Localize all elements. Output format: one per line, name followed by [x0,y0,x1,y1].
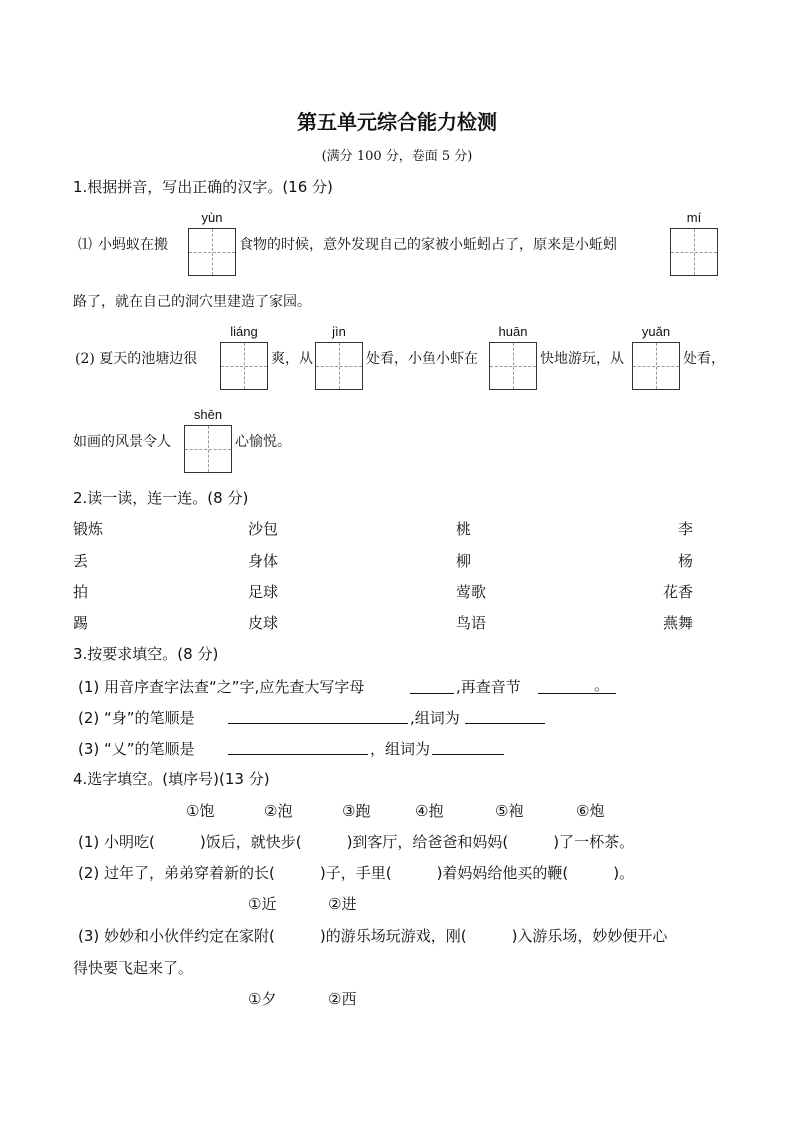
matching-word[interactable]: 皮球 [248,614,279,632]
q1-heading: 1.根据拼音，写出正确的汉字。(16 分) [73,178,333,196]
answer-blank[interactable] [228,722,408,724]
q1-line2: 路了，就在自己的洞穴里建造了家园。 [73,294,311,310]
option-choice: ①近 [248,895,277,913]
tian-grid-box[interactable] [188,228,236,276]
matching-word[interactable]: 杨 [678,552,694,570]
tian-grid-box[interactable] [632,342,680,390]
option-choice: ④抱 [415,802,444,820]
q3-line2-text: (2) “身”的笔顺是 [78,709,195,727]
answer-blank[interactable] [432,753,504,755]
option-choice: ⑤袍 [495,802,524,820]
tian-grid-box[interactable] [315,342,363,390]
answer-blank[interactable] [465,722,545,724]
q1-line4-seg2: 心愉悦。 [235,434,291,450]
matching-word[interactable]: 踢 [73,614,89,632]
matching-word[interactable]: 身体 [248,552,279,570]
q3-heading: 3.按要求填空。(8 分) [73,645,219,663]
q3-line3-text: (3) “乂”的笔顺是 [78,740,195,758]
q1-line1-num: ⑴ [78,237,92,253]
matching-word[interactable]: 锻炼 [73,520,104,538]
page-title: 第五单元综合能力检测 [297,110,497,134]
pinyin-label: liáng [230,324,258,339]
q4-heading: 4.选字填空。(填序号)(13 分) [73,770,270,788]
pinyin-label: yuǎn [641,324,671,339]
q4-sentence-3: (3) 妙妙和小伙伴约定在家附( )的游乐场玩游戏，刚( )入游乐场，妙妙便开心 [78,927,668,945]
pinyin-label: jìn [332,324,346,339]
matching-word[interactable]: 桃 [456,520,472,538]
tian-grid-box[interactable] [670,228,718,276]
answer-blank[interactable] [228,753,368,755]
option-choice: ①饱 [186,802,215,820]
q1-line1-seg1: 小蚂蚁在搬 [98,237,168,253]
q1-line3-seg3: 处看，小鱼小虾在 [366,351,478,367]
pinyin-label: shēn [193,407,223,422]
option-choice: ①夕 [248,990,277,1008]
q1-line1-seg2: 食物的时候，意外发现自己的家被小蚯蚓占了，原来是小蚯蚓 [239,237,617,253]
option-choice: ②泡 [264,802,293,820]
pinyin-label: huān [498,324,528,339]
tian-grid-box[interactable] [184,425,232,473]
matching-word[interactable]: 丢 [73,552,89,570]
pinyin-label: yùn [201,210,223,225]
page-subtitle: (满分 100 分，卷面 5 分) [321,149,473,164]
matching-word[interactable]: 拍 [73,583,89,601]
matching-word[interactable]: 李 [678,520,694,538]
q4-sentence-3-cont: 得快要飞起来了。 [73,959,194,977]
q1-line3-seg5: 处看， [683,351,725,367]
option-choice: ②西 [328,990,357,1008]
option-choice: ⑥炮 [576,802,605,820]
q3-line1-end: 。 [594,676,610,694]
answer-blank[interactable] [410,692,454,694]
q3-line1-text2: ,再查音节 [456,678,521,696]
matching-word[interactable]: 柳 [456,552,472,570]
option-choice: ②进 [328,895,357,913]
matching-word[interactable]: 沙包 [248,520,279,538]
matching-word[interactable]: 莺歌 [456,583,487,601]
matching-word[interactable]: 花香 [663,583,694,601]
matching-word[interactable]: 足球 [248,583,279,601]
matching-word[interactable]: 鸟语 [456,614,487,632]
q1-line3-seg2: 爽，从 [271,351,313,367]
q1-line4-seg1: 如画的风景令人 [73,434,171,450]
q1-line3-seg4: 快地游玩，从 [540,351,624,367]
q4-sentence-1: (1) 小明吃( )饭后，就快步( )到客厅，给爸爸和妈妈( )了一杯茶。 [78,833,635,851]
tian-grid-box[interactable] [489,342,537,390]
q3-line2-text2: ,组词为 [410,709,460,727]
q4-sentence-2: (2) 过年了，弟弟穿着新的长( )子，手里( )着妈妈给他买的鞭( )。 [78,864,635,882]
tian-grid-box[interactable] [220,342,268,390]
pinyin-label: mí [686,210,702,225]
q2-heading: 2.读一读，连一连。(8 分) [73,489,249,507]
matching-word[interactable]: 燕舞 [663,614,694,632]
option-choice: ③跑 [342,802,371,820]
q1-line3-seg1: (2) 夏天的池塘边很 [75,351,198,367]
q3-line1-text: (1) 用音序查字法查“之”字,应先查大写字母 [78,678,365,696]
q3-line3-text2: ，组词为 [370,740,431,758]
